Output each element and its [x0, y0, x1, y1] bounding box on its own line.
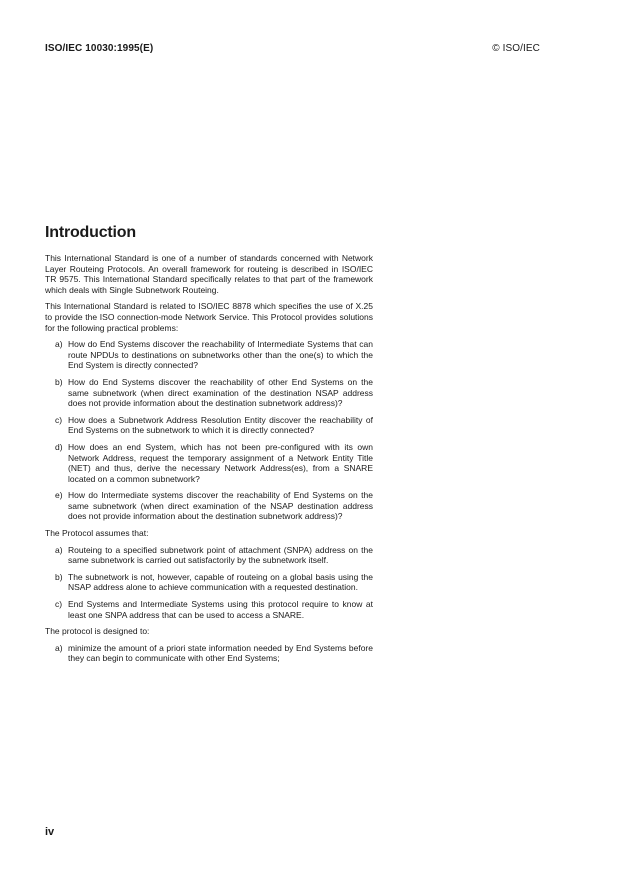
intro-paragraph-1: This International Standard is one of a number of standards concerned with Network Layer Routeing Protocols. An overall framework for routeing is described in ISO/IEC TR 9575. This International Standard specifically relates to that part of the framework which deals with Single Subnetwork Routeing. — [45, 253, 373, 295]
list-marker: b) — [55, 376, 63, 387]
list-item — [45, 377, 373, 409]
list-item — [45, 572, 373, 593]
list-marker: c) — [55, 599, 63, 610]
list-item — [45, 490, 373, 522]
list-item — [45, 545, 373, 566]
list-item — [45, 339, 373, 371]
list-item-text: How does a Subnetwork Address Resolution Entity discover the reachability of End Systems on the subnetwork to which it is directly connected? — [68, 414, 373, 436]
problems-list — [45, 339, 373, 522]
list-item-text: minimize the amount of a priori state information needed by End Systems before they can begin to communicate with other End Systems; — [68, 642, 373, 664]
list-marker: b) — [55, 571, 63, 582]
list-item-text: End Systems and Intermediate Systems using this protocol require to know at least one SNPA address that can be used to access a SNARE. — [68, 599, 373, 620]
header-copyright: © ISO/IEC — [492, 43, 540, 54]
list-marker: a) — [55, 642, 63, 653]
page-title: Introduction — [45, 224, 136, 241]
list-marker: e) — [55, 490, 63, 501]
design-goals-list — [45, 643, 373, 664]
list-marker: a) — [55, 544, 63, 555]
list-item-text: The subnetwork is not, however, capable of routeing on a global basis using the NSAP address alone to achieve communication with a requested destination. — [68, 571, 373, 593]
list-marker: d) — [55, 441, 63, 452]
page-number: iv — [45, 826, 55, 838]
list-item-text: How do End Systems discover the reachability of other End Systems on the same subnetwork (when direct examination of the destination NSAP address does not provide information about the destination subnetwork address)? — [68, 376, 373, 409]
assumptions-intro: The Protocol assumes that: — [45, 528, 149, 539]
list-item — [45, 599, 373, 620]
list-item-text: How does an end System, which has not been pre-configured with its own Network Address, request the temporary assignment of a Network Entity Title (NET) and thus, derive the necessary Network Address(es), from a SNARE located on a common subnetwork? — [68, 441, 373, 484]
design-goals-intro: The protocol is designed to: — [45, 626, 150, 637]
list-marker: a) — [55, 339, 63, 350]
intro-paragraph-2: This International Standard is related to ISO/IEC 8878 which specifies the use of X.25 to provide the ISO connection-mode Network Service. This Protocol provides solutions for the following practical problems: — [45, 301, 373, 333]
list-item — [45, 643, 373, 664]
list-item — [45, 442, 373, 484]
body-text — [45, 253, 373, 670]
list-item — [45, 415, 373, 436]
header-standard-id: ISO/IEC 10030:1995(E) — [45, 43, 154, 54]
list-item-text: Routeing to a specified subnetwork point of attachment (SNPA) address on the same subnetwork is carried out satisfactorily by the subnetwork itself. — [68, 544, 373, 566]
assumptions-list — [45, 545, 373, 621]
list-marker: c) — [55, 414, 63, 425]
list-item-text: How do Intermediate systems discover the reachability of End Systems on the same subnetwork (when direct examination of the NSAP destination address does not provide information about the destination subnetwork address)? — [68, 490, 373, 522]
list-item-text: How do End Systems discover the reachability of Intermediate Systems that can route NPDUs to destinations on subnetworks other than the one(s) to which the End System is directly connected? — [68, 339, 373, 371]
